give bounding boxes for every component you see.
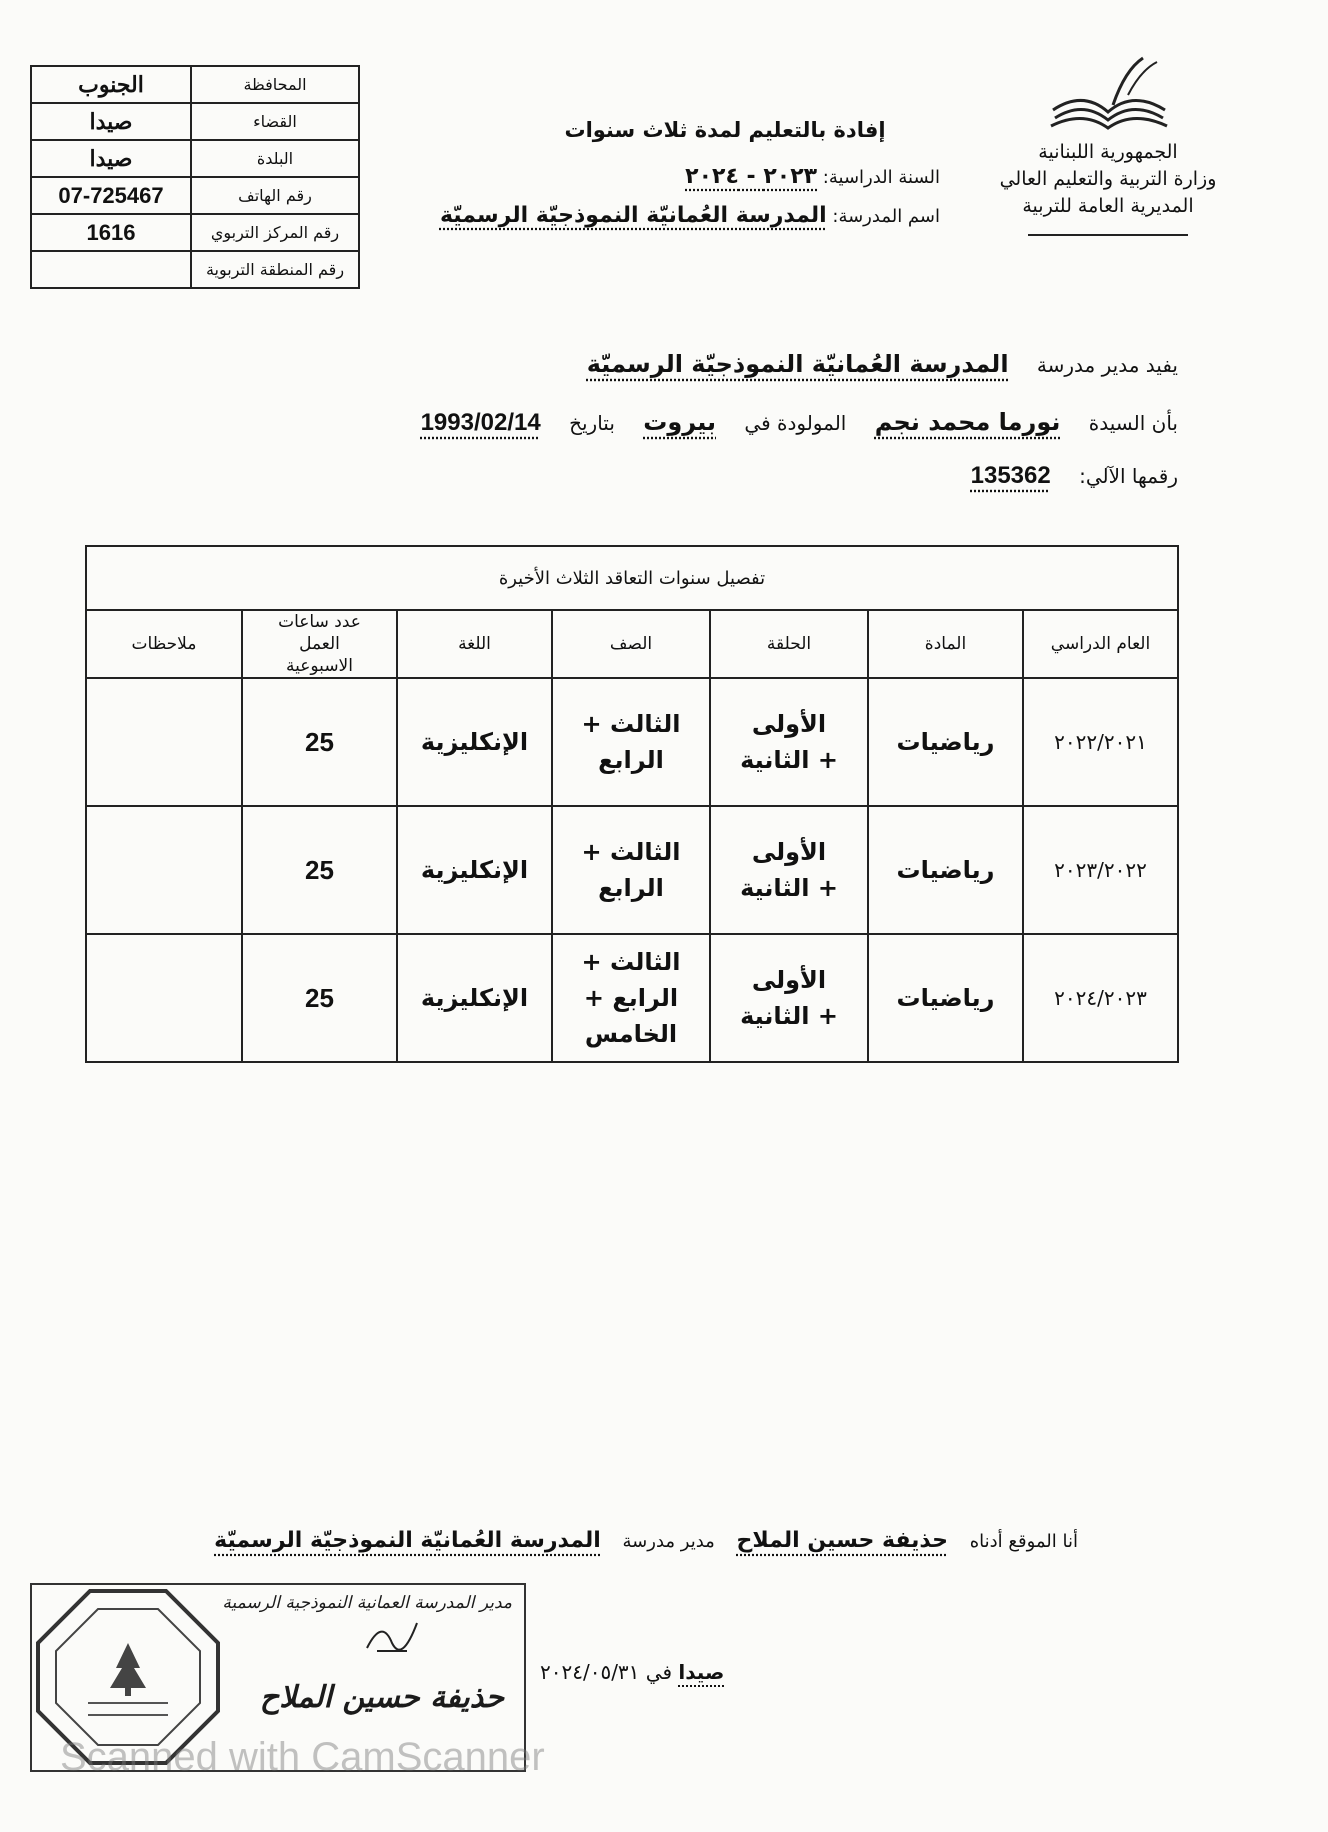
table-cell: الثالث + الرابع + الخامس xyxy=(552,934,710,1062)
on-date-text: بتاريخ xyxy=(569,411,615,435)
ministry-line-1: الجمهورية اللبنانية xyxy=(1038,141,1178,163)
ministry-line-3: المديرية العامة للتربية xyxy=(1022,195,1194,217)
table-cell: رياضيات xyxy=(868,678,1023,806)
column-header: الحلقة xyxy=(710,610,868,678)
table-cell: الثالث + الرابع xyxy=(552,806,710,934)
table-cell: الإنكليزية xyxy=(397,934,552,1062)
divider xyxy=(1028,234,1188,236)
table-cell: 25 xyxy=(242,934,397,1062)
column-header: العام الدراسي xyxy=(1023,610,1178,678)
info-label: رقم المنطقة التربوية xyxy=(191,251,359,288)
info-row xyxy=(31,251,359,288)
contract-table xyxy=(85,545,1179,1063)
table-cell: 25 xyxy=(242,806,397,934)
ministry-header xyxy=(968,50,1248,236)
sign-date: ٢٠٢٤/٠٥/٣١ xyxy=(540,1660,640,1684)
table-cell: 25 xyxy=(242,678,397,806)
id-value: 135362 xyxy=(970,462,1051,489)
table-cell: الإنكليزية xyxy=(397,806,552,934)
table-cell: ٢٠٢٣/٢٠٢٢ xyxy=(1023,806,1178,934)
table-cell: الأولى + الثانية xyxy=(710,678,868,806)
handwritten-title: مدير المدرسة العمانية النموذجية الرسمية xyxy=(222,1593,512,1613)
column-header: عدد ساعات العمل الاسبوعية xyxy=(242,610,397,678)
birth-place: بيروت xyxy=(643,408,717,436)
table-cell: ٢٠٢٤/٢٠٢٣ xyxy=(1023,934,1178,1062)
director-of-text: مدير مدرسة xyxy=(622,1531,715,1552)
ministry-line-2: وزارة التربية والتعليم العالي xyxy=(999,168,1217,190)
column-header: اللغة xyxy=(397,610,552,678)
table-row xyxy=(86,934,1178,1062)
table-cell xyxy=(86,678,242,806)
info-value: صيدا xyxy=(31,103,191,140)
body-line-2 xyxy=(178,408,1178,437)
year-label: السنة الدراسية: xyxy=(822,167,940,188)
sign-place: صيدا xyxy=(678,1660,725,1684)
column-header: الصف xyxy=(552,610,710,678)
table-row xyxy=(86,678,1178,806)
signature-icon xyxy=(362,1613,422,1658)
person-name: نورما محمد نجم xyxy=(874,408,1061,436)
table-cell: ٢٠٢٢/٢٠٢١ xyxy=(1023,678,1178,806)
info-value: الجنوب xyxy=(31,66,191,103)
column-header: ملاحظات xyxy=(86,610,242,678)
school-name: المدرسة العُمانيّة النموذجيّة الرسميّة xyxy=(586,350,1009,378)
table-cell: الإنكليزية xyxy=(397,678,552,806)
id-label: رقمها الآلي: xyxy=(1079,464,1178,488)
in-text: في xyxy=(645,1660,673,1684)
body-line-3 xyxy=(178,462,1178,490)
document-title: إفادة بالتعليم لمدة ثلاث سنوات xyxy=(564,118,886,142)
info-value: صيدا xyxy=(31,140,191,177)
director-name: حذيفة حسين الملاح xyxy=(736,1528,948,1553)
info-label: المحافظة xyxy=(191,66,359,103)
table-cell: الأولى + الثانية xyxy=(710,806,868,934)
info-row xyxy=(31,177,359,214)
year-value: ٢٠٢٣ - ٢٠٢٤ xyxy=(685,164,818,189)
info-value: 1616 xyxy=(31,214,191,251)
table-cell: الثالث + الرابع xyxy=(552,678,710,806)
info-label: رقم الهاتف xyxy=(191,177,359,214)
undersigned-text: أنا الموقع أدناه xyxy=(969,1531,1078,1552)
info-row xyxy=(31,66,359,103)
info-row xyxy=(31,103,359,140)
info-row xyxy=(31,214,359,251)
table-cell xyxy=(86,934,242,1062)
signature-school: المدرسة العُمانيّة النموذجيّة الرسميّة xyxy=(214,1528,601,1553)
info-table xyxy=(30,65,360,289)
born-in-text: المولودة في xyxy=(744,411,847,435)
table-cell: الأولى + الثانية xyxy=(710,934,868,1062)
info-value xyxy=(31,251,191,288)
info-label: القضاء xyxy=(191,103,359,140)
table-row xyxy=(86,806,1178,934)
info-label: رقم المركز التربوي xyxy=(191,214,359,251)
info-row xyxy=(31,140,359,177)
info-label: البلدة xyxy=(191,140,359,177)
handwritten-name: حذيفة حسين الملاح xyxy=(259,1680,504,1715)
school-label: اسم المدرسة: xyxy=(832,206,940,227)
open-book-icon xyxy=(1033,50,1183,135)
lady-text: بأن السيدة xyxy=(1088,411,1178,435)
intro-text: يفيد مدير مدرسة xyxy=(1036,353,1178,377)
info-value: 07-725467 xyxy=(31,177,191,214)
body-line-1 xyxy=(178,350,1178,378)
table-cell xyxy=(86,806,242,934)
date-line xyxy=(540,1660,724,1684)
school-value: المدرسة العُمانيّة النموذجيّة الرسميّة xyxy=(439,203,827,228)
table-cell: رياضيات xyxy=(868,934,1023,1062)
table-cell: رياضيات xyxy=(868,806,1023,934)
table-caption: تفصيل سنوات التعاقد الثلاث الأخيرة xyxy=(86,546,1178,610)
birth-date: 1993/02/14 xyxy=(420,409,541,436)
signature-statement xyxy=(214,1528,1078,1553)
camscanner-watermark: Scanned with CamScanner xyxy=(60,1735,545,1779)
title-block xyxy=(420,118,940,228)
column-header: المادة xyxy=(868,610,1023,678)
